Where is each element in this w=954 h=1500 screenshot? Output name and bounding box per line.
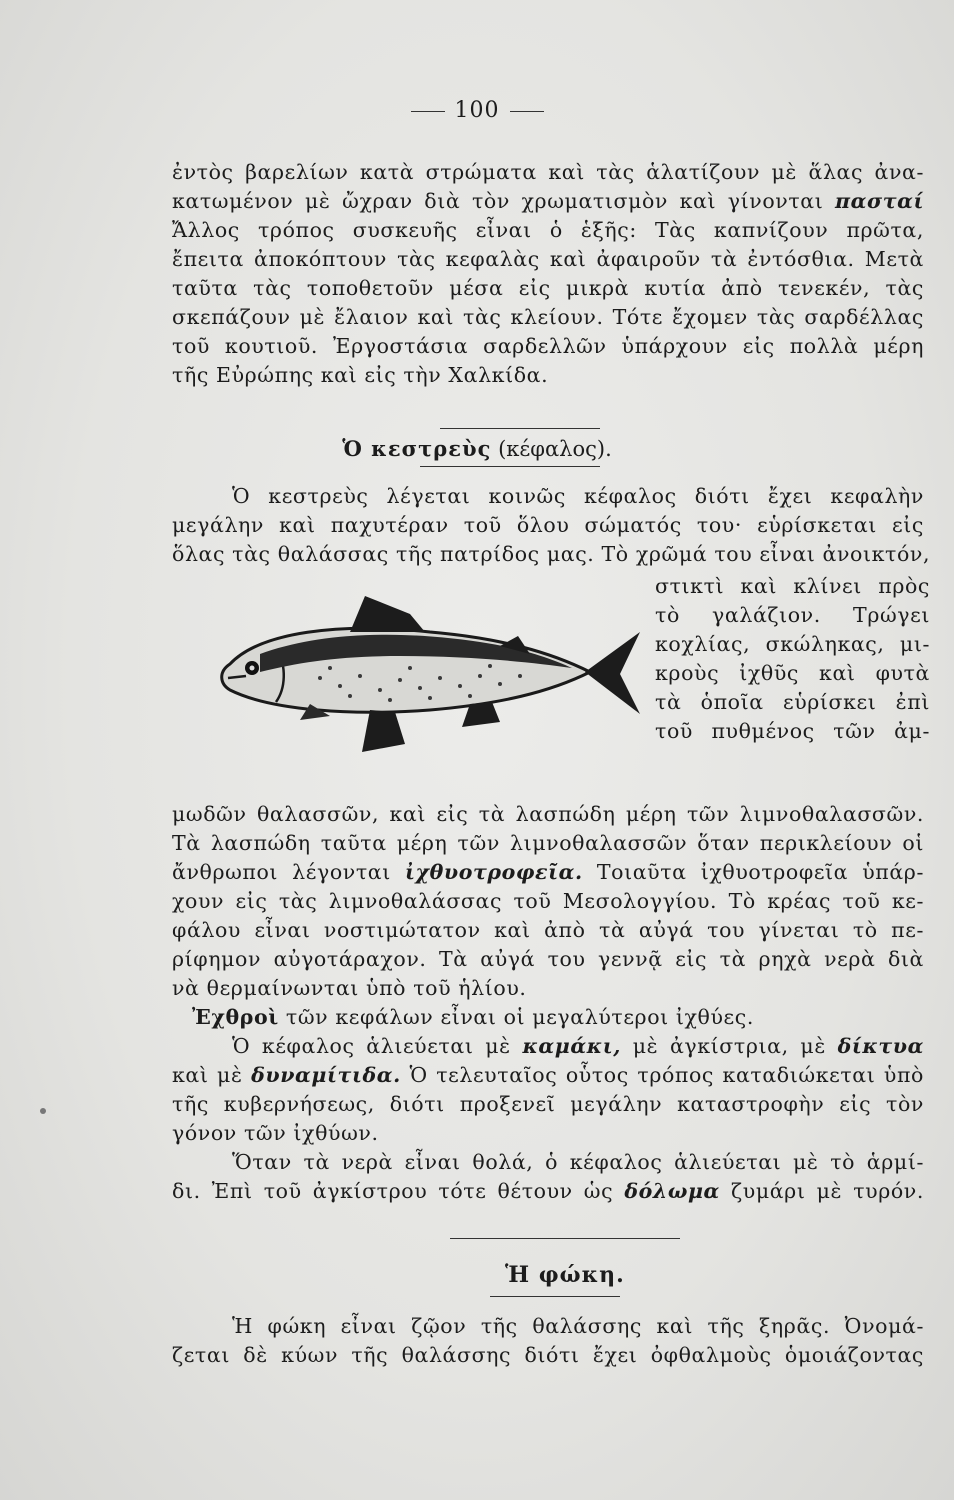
emphasis-dynamitida: δυναμίτιδα. bbox=[251, 1063, 401, 1087]
text-line: ἄνθρωποι λέγονται ἰχθυοτροφεῖα. Τοιαῦτα ἰχθυοτροφεῖα ὑπάρ- bbox=[172, 860, 924, 884]
text-line: τὸ γαλάζιον. Τρώγει bbox=[655, 603, 930, 627]
text-line: ρίφημον αὐγοτάραχον. Τὰ αὐγά του γεννᾷ εἰς τὰ ρηχὰ νερὰ διὰ bbox=[172, 947, 924, 971]
paragraph-sardines bbox=[172, 158, 924, 390]
text-line: δι. Ἐπὶ τοῦ ἀγκίστρου τότε θέτουν ὡς δόλωμα ζυμάρι μὲ τυρόν. bbox=[172, 1179, 924, 1203]
text-line: Ὅταν τὰ νερὰ εἶναι θολά, ὁ κέφαλος ἁλιεύεται μὲ τὸ ἁρμί- bbox=[232, 1150, 924, 1174]
emphasis-kamaki: καμάκι, bbox=[522, 1034, 621, 1058]
text-line: μωδῶν θαλασσῶν, καὶ εἰς τὰ λασπώδη μέρη τῶν λιμνοθαλασσῶν. bbox=[172, 802, 924, 826]
text-line: καὶ μὲ δυναμίτιδα. Ὁ τελευταῖος οὗτος τρόπος καταδιώκεται ὑπὸ bbox=[172, 1063, 924, 1087]
text-line: τὰ ὁποῖα εὑρίσκει ἐπὶ bbox=[655, 690, 930, 714]
text-line: τοῦ πυθμένος τῶν ἀμ- bbox=[655, 719, 930, 743]
text-line: Τὰ λασπώδη ταῦτα μέρη τῶν λιμνοθαλασσῶν ὅταν περικλείουν οἱ bbox=[172, 831, 924, 855]
emphasis-dolotia: δόλωμα bbox=[624, 1179, 720, 1203]
text-line: ὅλας τὰς θαλάσσας τῆς πατρίδος μας. Τὸ χρῶμά του εἶναι ἀνοικτόν, bbox=[172, 542, 931, 566]
text-line: Ἡ φώκη εἶναι ζῷον τῆς θαλάσσης καὶ τῆς ξηρᾶς. Ὀνομά- bbox=[232, 1314, 924, 1338]
text-line: μεγάλην καὶ παχυτέραν τοῦ ὅλου σώματός του· εὑρίσκεται εἰς bbox=[172, 513, 924, 537]
emphasis-diktya: δίκτυα bbox=[837, 1034, 924, 1058]
divider-rule bbox=[440, 428, 600, 429]
paragraph-foki bbox=[172, 1312, 924, 1370]
text-line: κατωμένον μὲ ὤχραν διὰ τὸν χρωματισμὸν καὶ γίνονται πασταί bbox=[172, 189, 924, 213]
text-line: γόνον τῶν ἰχθύων. bbox=[172, 1121, 379, 1145]
text-line: χουν εἰς τὰς λιμνοθαλάσσας τοῦ Μεσολογγίου. Τὸ κρέας τοῦ κε- bbox=[172, 889, 924, 913]
text-line: Ὁ κέφαλος ἁλιεύεται μὲ καμάκι, μὲ ἀγκίστρια, μὲ δίκτυα bbox=[232, 1034, 924, 1058]
text-line: Ὁ κεστρεὺς λέγεται κοινῶς κέφαλος διότι ἔχει κεφαλὴν bbox=[232, 484, 924, 508]
dash-left bbox=[411, 111, 445, 112]
text-line: ἐντὸς βαρελίων κατὰ στρώματα καὶ τὰς ἁλατίζουν μὲ ἅλας ἀνα- bbox=[172, 160, 924, 184]
text-line: κοχλίας, σκώληκας, μι- bbox=[655, 632, 930, 656]
mullet-fish-illustration bbox=[200, 592, 640, 762]
section-heading-kastreus: Ὁ κεστρεὺς (κέφαλος). bbox=[342, 436, 612, 461]
text-line: ταῦτα τὰς τοποθετοῦν μέσα εἰς μικρὰ κυτία ἀπὸ τενεκέν, τὰς bbox=[172, 276, 924, 300]
emphasis-ichthyotrofeia: ἰχθυοτροφεῖα. bbox=[405, 860, 583, 884]
section-heading-foki: Ἡ φώκη. bbox=[505, 1262, 625, 1288]
text-line: σκεπάζουν μὲ ἔλαιον καὶ τὰς κλείουν. Τότε ἔχομεν τὰς σαρδέλλας bbox=[172, 305, 924, 329]
text-line: ζεται δὲ κύων τῆς θαλάσσης διότι ἔχει ὀφθαλμοὺς ὁμοιάζοντας bbox=[172, 1343, 924, 1367]
text-line: τοῦ κουτιοῦ. Ἐργοστάσια σαρδελλῶν ὑπάρχουν εἰς πολλὰ μέρη bbox=[172, 334, 924, 358]
text-line: τῆς Εὐρώπης καὶ εἰς τὴν Χαλκίδα. bbox=[172, 363, 549, 387]
text-line: Ἄλλος τρόπος συσκευῆς εἶναι ὁ ἑξῆς: Τὰς καπνίζουν πρῶτα, bbox=[172, 218, 924, 242]
text-line: στικτὶ καὶ κλίνει πρὸς bbox=[655, 574, 930, 598]
paragraph-kastreus-habitat bbox=[172, 800, 924, 1206]
dash-right bbox=[510, 111, 544, 112]
text-line: κροὺς ἰχθῦς καὶ φυτὰ bbox=[655, 661, 930, 685]
text-line: Ἐχθροὶ τῶν κεφάλων εἶναι οἱ μεγαλύτεροι ἰχθύες. bbox=[192, 1005, 754, 1029]
heading-underline bbox=[420, 466, 600, 467]
paragraph-kastreus-side bbox=[655, 572, 930, 746]
paragraph-kastreus-intro bbox=[172, 482, 931, 569]
text-line: νὰ θερμαίνωνται ὑπὸ τοῦ ἡλίου. bbox=[172, 976, 527, 1000]
text-line: φάλου εἶναι νοστιμώτατον καὶ ἀπὸ τὰ αὐγά του γίνεται τὸ πε- bbox=[172, 918, 924, 942]
divider-rule-2 bbox=[450, 1238, 680, 1239]
heading-underline-2 bbox=[490, 1296, 620, 1297]
bold-echthroi: Ἐχθροὶ bbox=[192, 1005, 279, 1029]
page-number-text: 100 bbox=[454, 98, 500, 123]
text-line: ἔπειτα ἀποκόπτουν τὰς κεφαλὰς καὶ ἀφαιροῦν τὰ ἐντόσθια. Μετὰ bbox=[172, 247, 924, 271]
text-line: τῆς κυβερνήσεως, διότι προξενεῖ μεγάλην καταστροφὴν εἰς τὸν bbox=[172, 1092, 924, 1116]
page-number bbox=[0, 98, 954, 123]
emphasis-pastai: πασταί bbox=[835, 189, 924, 213]
page-blemish bbox=[40, 1108, 46, 1114]
